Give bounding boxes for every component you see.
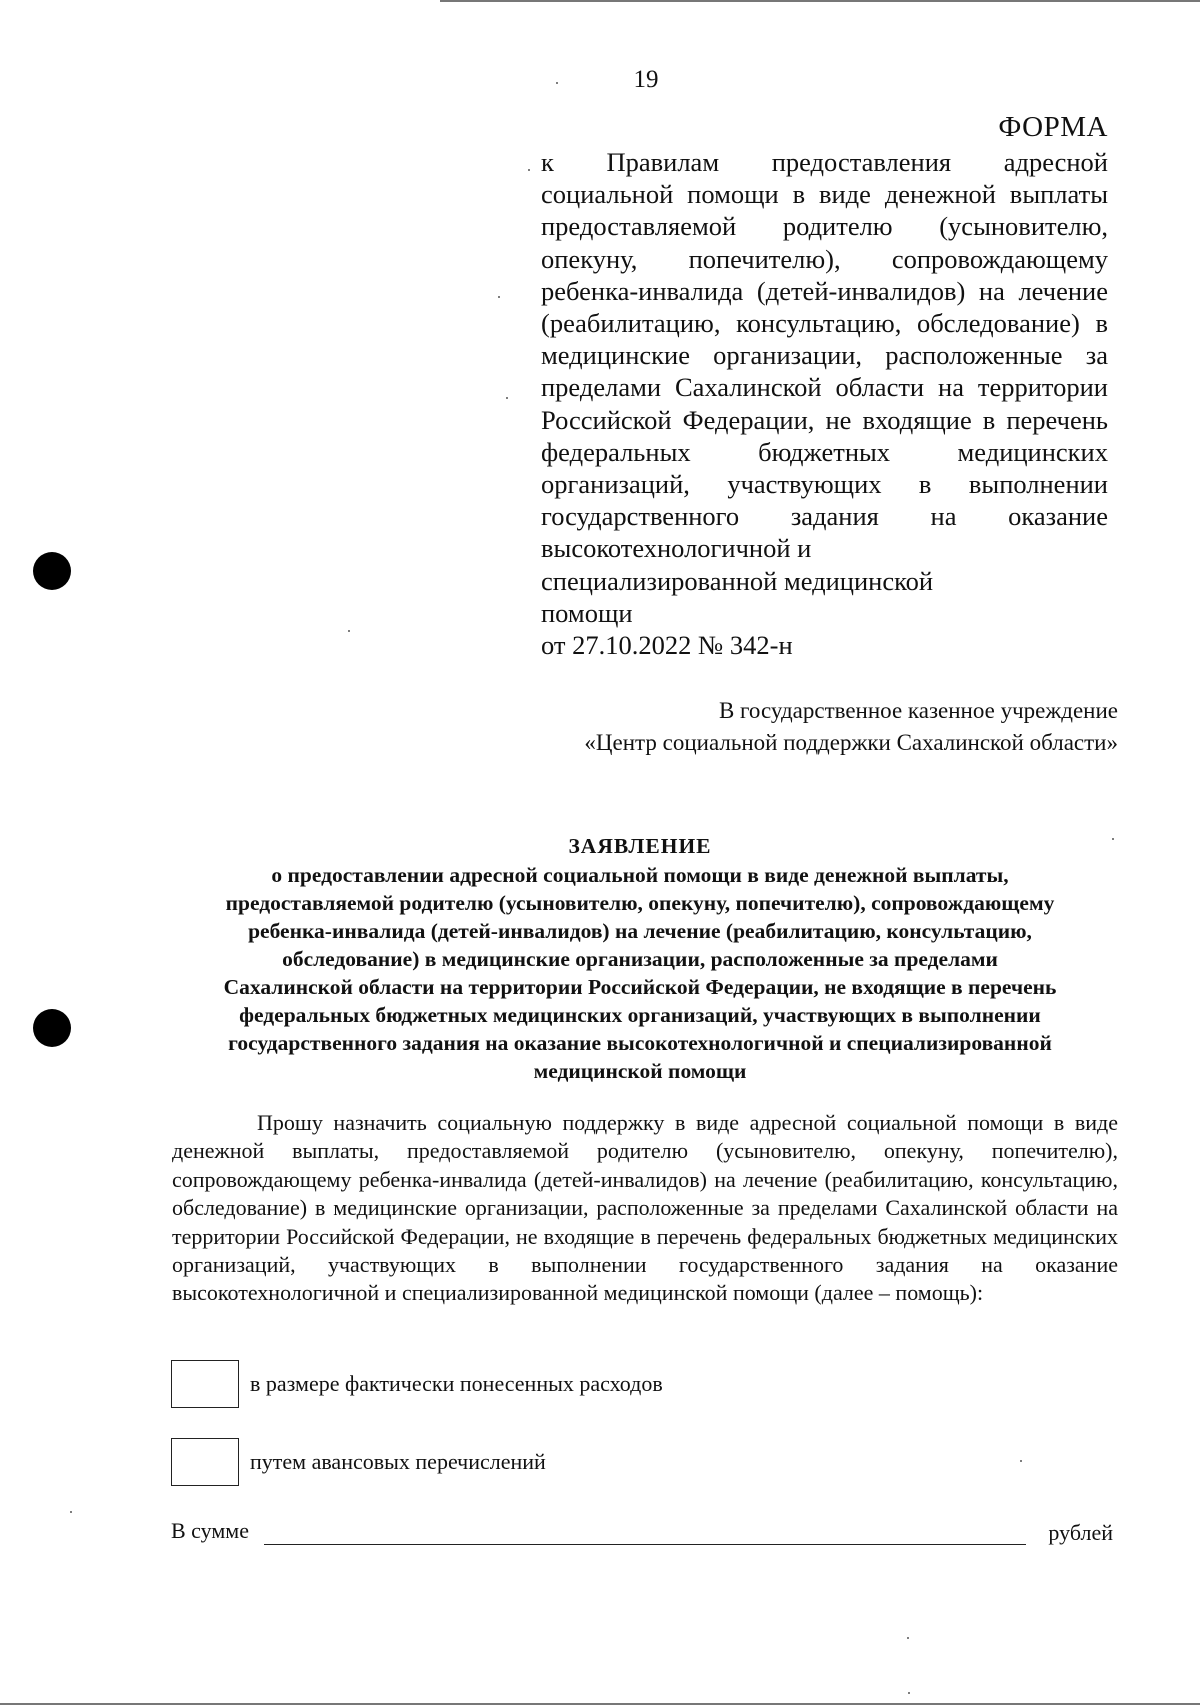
appendix-date-number: от 27.10.2022 № 342-н [541,630,793,661]
punch-hole-lower [33,1009,71,1047]
scan-speck [528,169,530,171]
appendix-tail-line: помощи [541,597,633,628]
sum-prefix: В сумме [171,1518,249,1543]
appendix-text: к Правилам предоставления адресной социальной помощи в виде денежной выплаты предоставляемой родителю (усыновителю, опекуну, попечителю), сопровождающему ребенка-инвалида (детей-инвалидов) на лечение (реабилитацию, консультацию, обследование) в медицинские организации, расположенные за пределами Сахалинской области на территории Российской Федерации, не входящие в перечень федеральных бюджетных медицинских организаций, участвующих в выполнении государственного задания на оказание высокотехнологичной и [541,147,1108,564]
sum-input-line[interactable] [264,1544,1026,1545]
option-checkbox-advance-payments[interactable] [171,1438,239,1486]
addressee-line: «Центр социальной поддержки Сахалинской области» [584,730,1118,755]
scan-speck [498,296,500,298]
request-paragraph: Прошу назначить социальную поддержку в виде адресной социальной помощи в виде денежной выплаты, предоставляемой родителю (усыновителю, опекуну, попечителю), сопровождающему ребенка-инвалида (детей-инвалидов) на лечение (реабилитацию, консультацию, обследование) в медицинские организации, расположенные за пределами Сахалинской области на территории Российской Федерации, не входящие в перечень федеральных бюджетных медицинских организаций, участвующих в выполнении государственного задания на оказание высокотехнологичной и специализированной медицинской помощи (далее – помощь): [172,1110,1118,1306]
addressee-block [520,695,1118,759]
title-line: предоставляемой родителю (усыновителю, опекуну, попечителю), сопровождающему [225,891,1055,915]
scan-speck [1020,1460,1022,1462]
sum-field-row [171,1518,1113,1548]
title-line: о предоставлении адресной социальной помощи в виде денежной выплаты, [271,863,1009,887]
punch-hole-upper [33,552,71,590]
appendix-tail-line: специализированной медицинской [541,565,934,596]
title-line: ребенка-инвалида (детей-инвалидов) на лечение (реабилитацию, консультацию, [248,919,1032,943]
application-heading: ЗАЯВЛЕНИЕ [568,834,712,858]
page-number: 19 [633,66,659,93]
application-title [160,832,1120,1085]
scan-edge-top [440,0,1200,2]
scan-speck [556,82,558,84]
option-label: в размере фактически понесенных расходов [250,1371,663,1396]
scan-speck [908,1692,910,1694]
option-label: путем авансовых перечислений [250,1449,546,1474]
title-line: медицинской помощи [533,1059,747,1083]
scan-speck [506,397,508,399]
title-line: федеральных бюджетных медицинских организаций, участвующих в выполнении [239,1003,1041,1027]
scan-speck [907,1637,909,1639]
appendix-reference [541,146,1108,661]
form-label: ФОРМА [998,111,1108,143]
title-line: Сахалинской области на территории Российской Федерации, не входящие в перечень [223,975,1057,999]
title-line: обследование) в медицинские организации, расположенные за пределами [282,947,998,971]
title-line: государственного задания на оказание высокотехнологичной и специализированной [228,1031,1052,1055]
addressee-line: В государственное казенное учреждение [718,698,1118,723]
scan-edge-bottom [0,1703,1200,1705]
sum-currency-suffix: рублей [1048,1520,1113,1545]
option-checkbox-actual-expenses[interactable] [171,1360,239,1408]
scan-speck [348,630,350,632]
scan-speck [70,1511,72,1513]
